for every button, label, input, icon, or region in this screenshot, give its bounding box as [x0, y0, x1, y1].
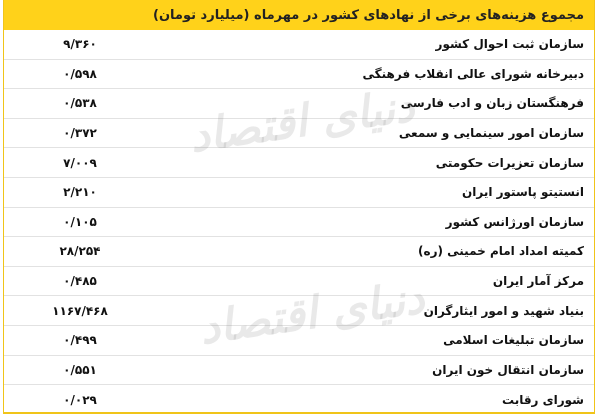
watermark-logo: دنیای اقتصاد: [186, 80, 418, 163]
watermark-logo: دنیای اقتصاد: [196, 272, 428, 355]
cost-value: ۰/۴۸۵: [63, 274, 97, 289]
cost-value: ۰/۰۲۹: [63, 392, 97, 407]
organization-name: سازمان امور سینمایی و سمعی: [398, 126, 584, 141]
organization-name: دبیرخانه شورای عالی انقلاب فرهنگی: [362, 66, 584, 81]
table-row: [4, 296, 594, 326]
table-body: [4, 30, 594, 415]
table-row: [4, 267, 594, 297]
organization-name: سازمان انتقال خون ایران: [432, 362, 584, 377]
table-row: [4, 356, 594, 386]
cost-value: ۰/۱۰۵: [63, 214, 97, 229]
organization-name: مرکز آمار ایران: [492, 274, 584, 289]
cost-value: ۰/۵۵۱: [63, 362, 97, 377]
cost-value: ۰/۳۷۲: [63, 126, 97, 141]
table-row: [4, 119, 594, 149]
organization-name: انستیتو پاستور ایران: [462, 185, 584, 200]
table-row: [4, 30, 594, 60]
table-row: [4, 89, 594, 119]
table-row: [4, 178, 594, 208]
organization-name: سازمان تعزیرات حکومتی: [435, 155, 584, 170]
table-row: [4, 208, 594, 238]
organization-name: فرهنگستان زبان و ادب فارسی: [400, 96, 584, 111]
organization-name: سازمان ثبت احوال کشور: [435, 37, 584, 52]
cost-value: ۰/۴۹۹: [63, 333, 97, 348]
organization-name: سازمان اورژانس کشور: [445, 214, 584, 229]
table-frame: [3, 0, 595, 414]
organization-name: سازمان تبلیغات اسلامی: [443, 333, 584, 348]
cost-value: ۲/۲۱۰: [63, 185, 97, 200]
table-title: مجموع هزینه‌های برخی از نهادهای کشور در مهرماه (میلیارد تومان): [153, 7, 584, 23]
organization-name: بنیاد شهید و امور ایثارگران: [423, 303, 584, 318]
table-row: [4, 326, 594, 356]
cost-value: ۱۱۶۷/۴۶۸: [52, 303, 108, 318]
cost-value: ۷/۰۰۹: [63, 155, 97, 170]
organization-name: شورای رقابت: [501, 392, 584, 407]
table-row: [4, 60, 594, 90]
table-row: [4, 237, 594, 267]
table-header: [4, 0, 594, 30]
cost-value: ۰/۵۳۸: [63, 96, 97, 111]
table-row: [4, 385, 594, 415]
table-row: [4, 148, 594, 178]
organization-name: کمیته امداد امام خمینی (ره): [418, 244, 584, 259]
cost-value: ۲۸/۲۵۴: [59, 244, 101, 259]
cost-value: ۰/۵۹۸: [63, 66, 97, 81]
cost-value: ۹/۳۶۰: [63, 37, 97, 52]
